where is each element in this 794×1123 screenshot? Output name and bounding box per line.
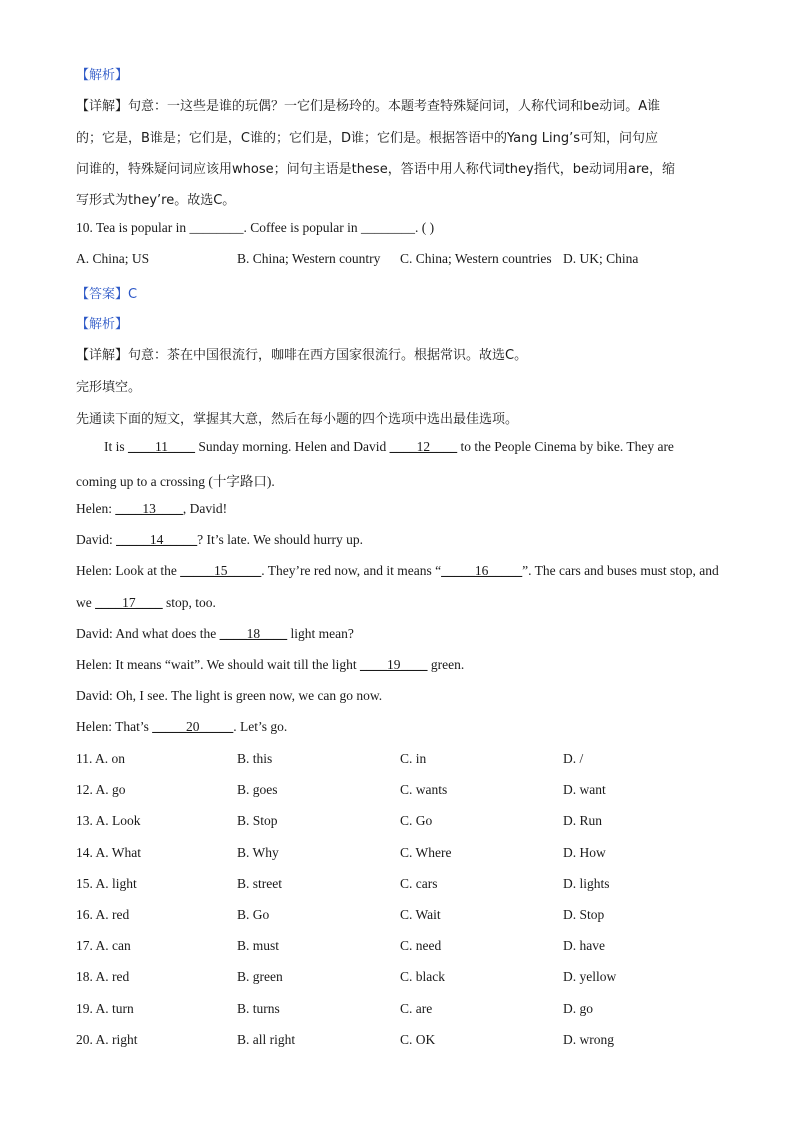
blank-16: _____16_____ (441, 563, 523, 578)
option-13-a: 13. A. Look (76, 813, 141, 829)
dialogue-line (76, 595, 216, 611)
passage-line: coming up to a crossing (十字路口). (76, 474, 275, 489)
option-13-d: D. Run (563, 813, 603, 829)
dialogue-text: David: And what does the (76, 626, 220, 641)
dialogue-text: Helen: It means “wait”. We should wait till the light (76, 657, 360, 672)
option-16-d: D. Stop (563, 907, 605, 922)
blank-20: _____20_____ (152, 719, 234, 734)
option-15-a: 15. A. light (76, 875, 137, 891)
option-15-d: D. lights (563, 875, 610, 891)
option-18-c: C. black (400, 969, 445, 985)
detail-text: 写形式为they’re。故选C。 (76, 193, 236, 208)
dialogue-line: David: Oh, I see. The light is green now, we can go now. (76, 688, 383, 703)
option-12-b: B. goes (237, 782, 278, 798)
option-14-c: C. Where (400, 844, 452, 860)
section-instruction: 先通读下面的短文，掌握其大意，然后在每小题的四个选项中选出最佳选项。 (76, 412, 519, 427)
passage-line (104, 439, 674, 455)
option-19-d: D. go (563, 1000, 593, 1016)
dialogue-line (76, 563, 719, 579)
detail-text: 【详解】句意：茶在中国很流行，咖啡在西方国家很流行。根据常识。故选C。 (76, 348, 528, 363)
dialogue-text: , David! (182, 501, 228, 516)
option-18-b: B. green (237, 969, 283, 985)
option-17-a: 17. A. can (76, 938, 131, 954)
option-13-b: B. Stop (237, 813, 278, 829)
dialogue-text: light mean? (287, 626, 354, 641)
option-17-d: D. have (563, 938, 605, 954)
dialogue-text: . They’re red now, and it means “ (261, 563, 442, 578)
q10-option-a: A. China; US (76, 251, 150, 266)
answer-tag-q10: 【答案】C (76, 287, 138, 302)
blank-14: _____14_____ (116, 532, 198, 547)
passage-text: Sunday morning. Helen and David (195, 439, 390, 454)
option-16-b: B. Go (237, 907, 270, 922)
option-14-d: D. How (563, 844, 606, 860)
option-11-b: B. this (237, 751, 273, 766)
option-15-b: B. street (237, 875, 282, 891)
dialogue-text: stop, too. (162, 595, 216, 610)
option-18-d: D. yellow (563, 969, 617, 985)
blank-15: _____15_____ (180, 563, 262, 578)
option-14-a: 14. A. What (76, 844, 141, 860)
option-11-a: 11. A. on (76, 751, 126, 766)
option-11-c: C. in (400, 751, 427, 766)
option-12-d: D. want (563, 782, 606, 798)
dialogue-line (76, 532, 363, 548)
blank-19: ____19____ (359, 657, 428, 672)
dialogue-text: green. (427, 657, 465, 672)
q10-option-b: B. China; Western country (237, 251, 381, 266)
detail-text: 的；它是，B谁是；它们是，C谁的；它们是，D谁；它们是。根据答语中的Yang Ling’s可知，问句应 (76, 131, 658, 146)
detail-text: 问谁的，特殊疑问词应该用whose；问句主语是these，答语中用人称代词they指代，be动词用are，缩 (76, 162, 676, 177)
option-16-c: C. Wait (400, 907, 441, 922)
option-19-b: B. turns (237, 1000, 280, 1016)
dialogue-line (76, 501, 227, 517)
dialogue-text: we (76, 595, 96, 610)
option-17-b: B. must (237, 938, 280, 954)
option-20-b: B. all right (237, 1031, 296, 1047)
option-19-c: C. are (400, 1000, 433, 1016)
option-15-c: C. cars (400, 875, 438, 891)
option-18-a: 18. A. red (76, 969, 130, 985)
option-11-d: D. / (563, 751, 584, 766)
option-14-b: B. Why (237, 844, 279, 860)
option-20-c: C. OK (400, 1031, 436, 1047)
dialogue-line (76, 657, 464, 673)
blank-18: ____18____ (219, 626, 288, 641)
passage-text: It is (104, 439, 129, 454)
section-title: 完形填空。 (76, 380, 142, 395)
option-20-d: D. wrong (563, 1031, 614, 1047)
analysis-heading-q10: 【解析】 (76, 317, 129, 332)
q10-option-c: C. China; Western countries (400, 251, 552, 266)
speaker: David: (76, 532, 117, 547)
option-17-c: C. need (400, 938, 442, 954)
passage-text: to the People Cinema by bike. They are (457, 439, 674, 454)
dialogue-text: . Let’s go. (233, 719, 288, 734)
blank-13: ____13____ (115, 501, 183, 516)
blank-17: ____17____ (95, 595, 163, 610)
option-20-a: 20. A. right (76, 1031, 138, 1047)
option-13-c: C. Go (400, 813, 433, 829)
dialogue-text: Helen: That’s (76, 719, 153, 734)
dialogue-text: ”. The cars and buses must stop, and (522, 563, 719, 578)
option-16-a: 16. A. red (76, 907, 130, 922)
q10-option-d: D. UK; China (563, 251, 639, 266)
dialogue-line (76, 719, 287, 735)
detail-text: 【详解】句意：一这些是谁的玩偶？一它们是杨玲的。本题考查特殊疑问词，人称代词和be动词。A谁 (76, 99, 661, 114)
question-stem-10: 10. Tea is popular in ________. Coffee is popular in ________. ( ) (76, 220, 435, 235)
analysis-heading-q9: 【解析】 (76, 68, 129, 83)
dialogue-line (76, 626, 354, 642)
option-19-a: 19. A. turn (76, 1000, 134, 1016)
dialogue-text: Helen: Look at the (76, 563, 181, 578)
option-12-a: 12. A. go (76, 782, 126, 798)
dialogue-text: ? It’s late. We should hurry up. (197, 532, 364, 547)
blank-11: ____11____ (128, 439, 196, 454)
speaker: Helen: (76, 501, 116, 516)
option-12-c: C. wants (400, 782, 448, 798)
blank-12: ____12____ (389, 439, 458, 454)
